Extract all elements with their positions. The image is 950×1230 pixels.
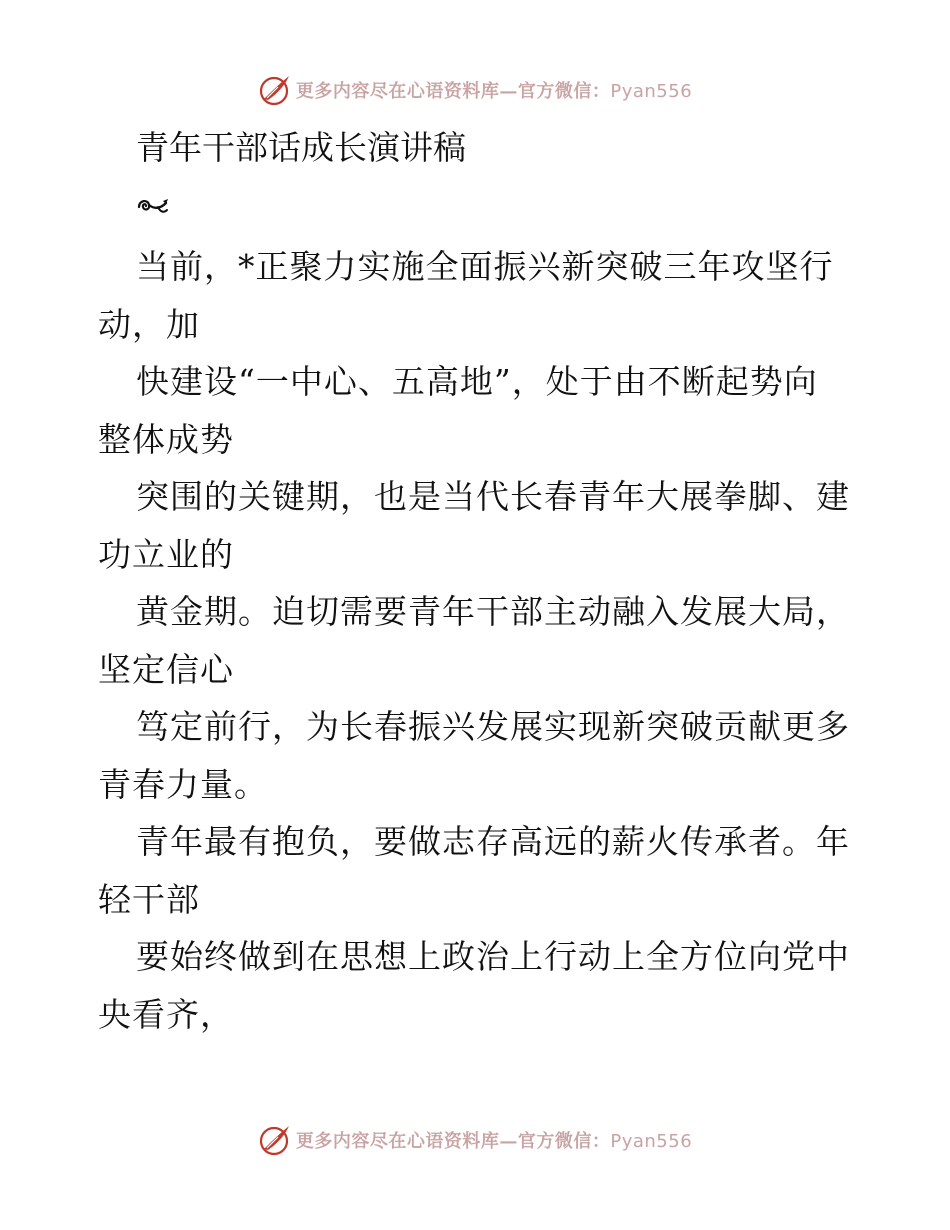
banner-text [296,1127,692,1153]
document-body [98,122,858,1043]
banner-wechat-id: Pyan556 [610,81,693,102]
banner-wechat-id: Pyan556 [610,1131,693,1152]
paragraph-line: 要始终做到在思想上政治上行动上全方位向党中 [136,937,850,976]
quill-logo-icon [258,73,292,107]
paragraph-line: 突围的关键期，也是当代长春青年大展拳脚、建 [136,477,850,516]
paragraph-line: 青年最有抱负，要做志存高远的薪火传承者。年 [136,822,850,861]
scroll-ornament-icon [136,195,170,217]
paragraph-line: 黄金期。迫切需要青年干部主动融入发展大局， [136,592,850,631]
paragraph-6 [98,813,858,928]
banner-label: 更多内容尽在心语资料库—官方微信： [295,81,611,102]
paragraph-7 [98,928,858,1043]
paragraph-line: 轻干部 [98,879,200,919]
paragraph-line: 整体成势 [98,419,234,459]
banner-text [296,77,692,103]
paragraph-line: 坚定信心 [98,649,234,689]
paragraph-3 [98,468,858,583]
paragraph-line: 快建设“一中心、五高地”，处于由不断起势向 [136,362,818,401]
paragraph-4 [98,583,858,698]
paragraph-line: 功立业的 [98,534,234,574]
footer-banner [0,1120,950,1160]
document-title: 青年干部话成长演讲稿 [136,128,466,167]
paragraph-line: 动，加 [98,304,200,344]
paragraph-line: 青春力量。 [98,764,268,804]
paragraph-line: 央看齐， [98,994,234,1034]
ornament-row [98,174,858,238]
paragraph-5 [98,698,858,813]
header-banner [0,70,950,110]
paragraph-line: 当前，*正聚力实施全面振兴新突破三年攻坚行 [136,247,834,286]
banner-label: 更多内容尽在心语资料库—官方微信： [295,1131,611,1152]
paragraph-2 [98,353,858,468]
paragraph-line: 笃定前行，为长春振兴发展实现新突破贡献更多 [136,707,850,746]
paragraph-1 [98,238,858,353]
quill-logo-icon [258,1123,292,1157]
